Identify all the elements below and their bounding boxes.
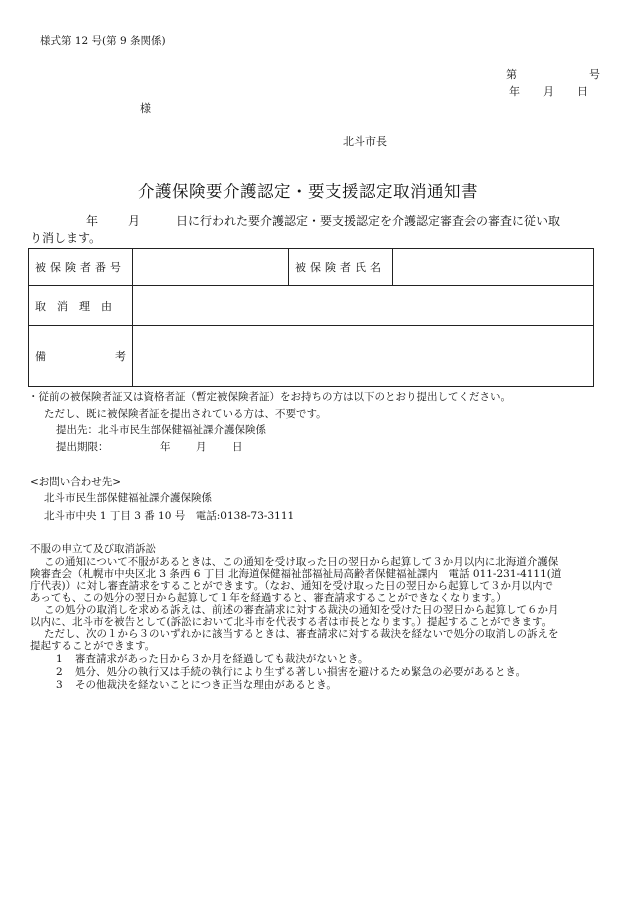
appeal-line: ただし、次の１から３のいずれかに該当するときは、審査請求に対する裁決を経ないで処分の取消しの訴えを [44, 628, 559, 640]
submit-to: 提出先：北斗市民生部保健福祉課介護保険係 [56, 424, 266, 436]
intro-year-label: 年 [86, 214, 99, 228]
reason-value [133, 286, 594, 326]
table-row [29, 249, 594, 286]
document-number-prefix: 第 [506, 68, 517, 81]
table-row [29, 286, 594, 326]
deadline-day-label: 日 [232, 441, 243, 453]
addressee-suffix: 様 [140, 102, 151, 115]
appeal-item-text: その他裁決を経ないことにつき正当な理由があるとき。 [75, 679, 337, 691]
date-day-label: 日 [577, 85, 588, 98]
deadline-label: 提出期限： [56, 441, 109, 453]
date-year-label: 年 [509, 85, 520, 98]
deadline-year-label: 年 [160, 441, 171, 453]
deadline-month-label: 月 [196, 441, 207, 453]
remarks-value [133, 326, 594, 387]
contact-heading: <お問い合わせ先> [30, 476, 122, 488]
appeal-item-text: 審査請求があった日から３か月を経過しても裁決がないとき。 [75, 653, 369, 665]
remarks-label-cell [29, 326, 133, 387]
contact-address: 北斗市中央 1 丁目 3 番 10 号 電話:0138-73-3111 [44, 510, 295, 522]
appeal-line: 険審査会（札幌市中央区北 3 条西 6 丁目 北海道保健福祉部福祉局高齢者保健福祉課内 電話 011-231-4111(道 [30, 568, 562, 580]
insured-number-label: 被保険者番号 [29, 249, 133, 286]
remarks-label-1: 備 [35, 350, 46, 363]
insured-name-label: 被保険者氏名 [289, 249, 393, 286]
appeal-item-text: 処分、処分の執行又は手続の執行により生ずる著しい損害を避けるため緊急の必要があるとき。 [75, 666, 527, 678]
notice-line-1: ・従前の被保険者証又は資格者証（暫定被保険者証）をお持ちの方は以下のとおり提出してください。 [28, 391, 511, 403]
appeal-line: あっても、この処分の翌日から起算して１年を経過すると、審査請求することができなくなります。） [30, 592, 507, 604]
appeal-heading: 不服の申立て及び取消訴訟 [30, 543, 156, 555]
table-row [29, 326, 594, 387]
appeal-line: 庁代表)）に対し審査請求をすることができます。（なお、通知を受け取った日の翌日から起算して３か月以内で [30, 580, 554, 592]
notice-line-2: ただし、既に被保険者証を提出されている方は、不要です。 [44, 408, 327, 420]
notice-table [28, 248, 594, 387]
appeal-line: この処分の取消しを求める訴えは、前述の審査請求に対する裁決の通知を受けた日の翌日から起算して６か月 [44, 604, 559, 616]
form-number: 様式第 12 号(第 9 条関係) [40, 35, 166, 47]
intro-month-label: 月 [128, 214, 141, 228]
document-number-suffix: 号 [589, 68, 600, 81]
intro-text-line-1: 日に行われた要介護認定・要支援認定を介護認定審査会の審査に従い取 [176, 214, 561, 228]
contact-office: 北斗市民生部保健福祉課介護保険係 [44, 492, 212, 504]
date-month-label: 月 [543, 85, 554, 98]
appeal-line: 以内に、北斗市を被告として(訴訟において北斗市を代表する者は市長となります。）提起することができます。 [30, 616, 553, 628]
remarks-label-2: 考 [115, 350, 126, 363]
insured-name-value [393, 249, 594, 286]
appeal-line: 提起することができます。 [30, 640, 156, 652]
issuer-name: 北斗市長 [343, 135, 387, 148]
document-title: 介護保険要介護認定・要支援認定取消通知書 [138, 182, 478, 201]
intro-text-line-2: り消します。 [30, 231, 102, 245]
appeal-item-number: 1 [56, 653, 63, 665]
appeal-line: この通知について不服があるときは、この通知を受け取った日の翌日から起算して３か月以内に北海道介護保 [44, 556, 559, 568]
reason-label: 取 消 理 由 [29, 286, 133, 326]
appeal-item-number: 2 [56, 666, 63, 678]
insured-number-value [133, 249, 289, 286]
appeal-item-number: 3 [56, 679, 63, 691]
